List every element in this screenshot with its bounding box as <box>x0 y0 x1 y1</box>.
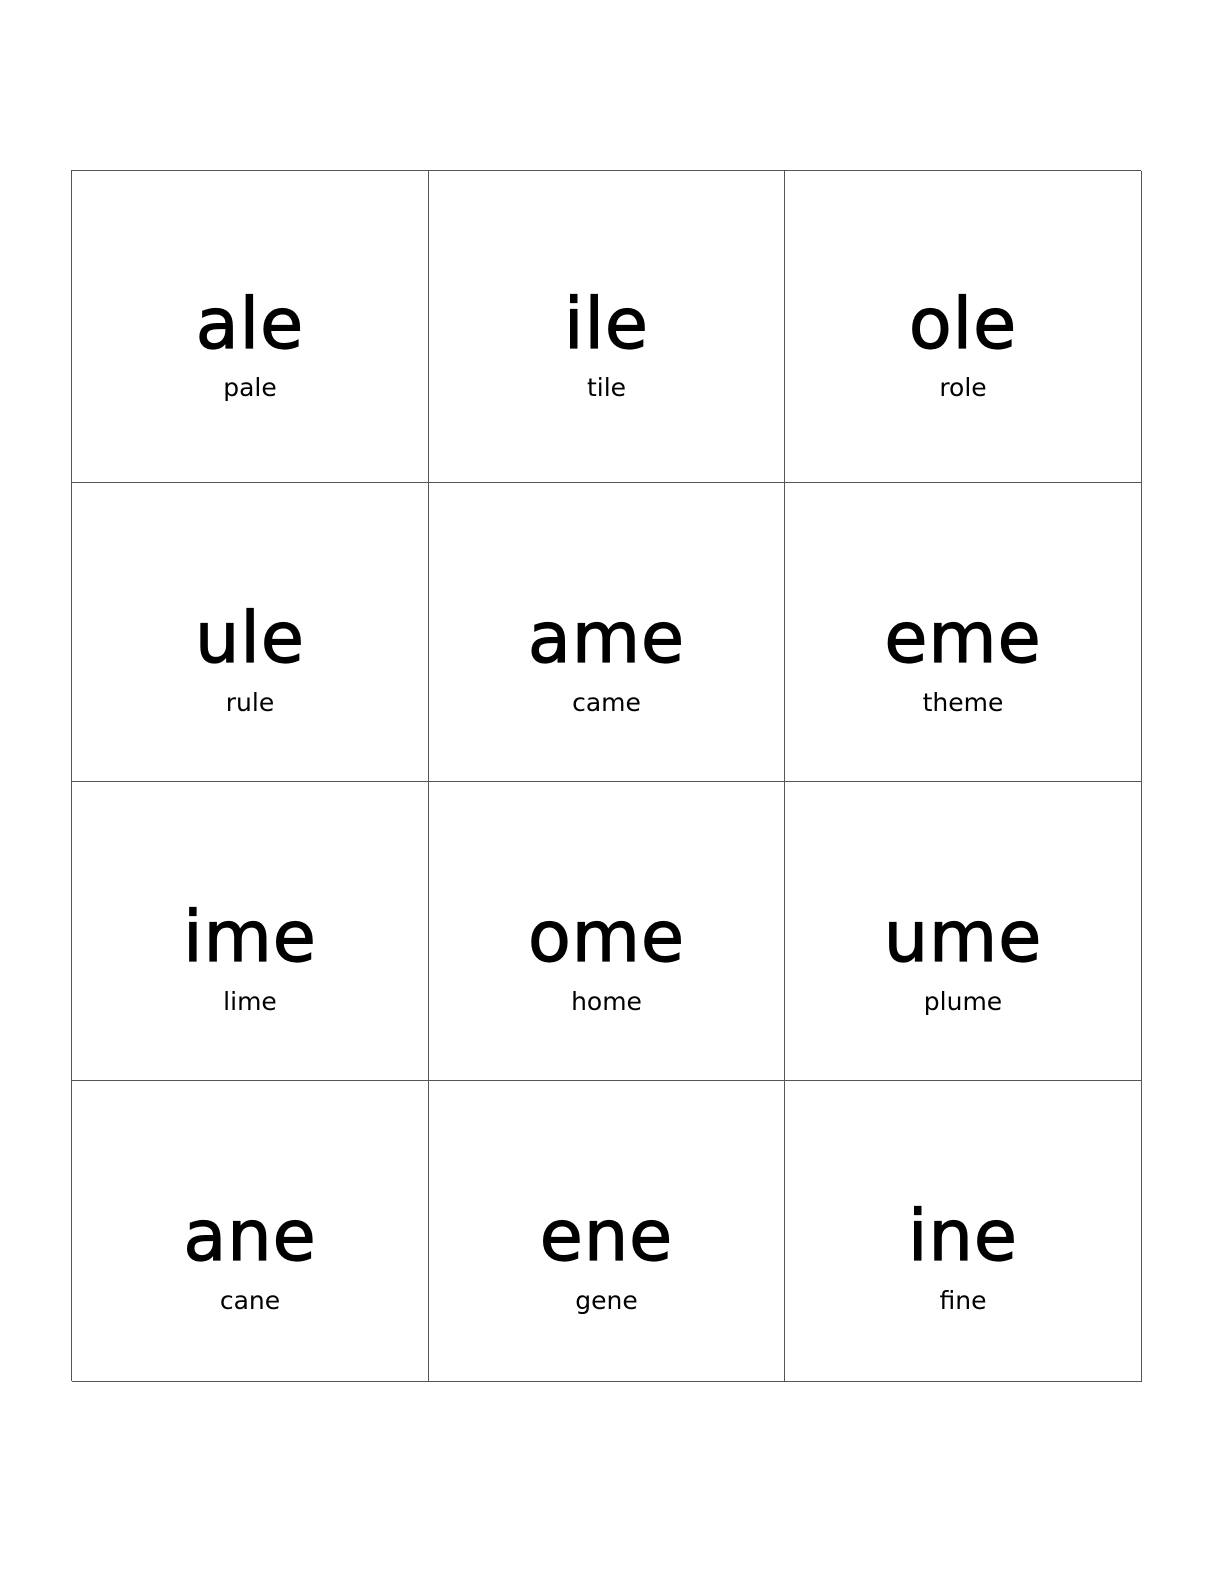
example-word: theme <box>922 688 1004 717</box>
example-word: rule <box>225 688 275 717</box>
example-word: plume <box>923 987 1003 1016</box>
flashcard <box>785 483 1142 782</box>
flashcard-grid <box>71 170 1141 1381</box>
example-word: came <box>572 688 641 717</box>
example-word: tile <box>586 373 627 402</box>
word-pattern: ene <box>539 1195 674 1277</box>
word-pattern: ome <box>527 896 686 978</box>
flashcard <box>429 1081 785 1382</box>
flashcard <box>429 483 785 782</box>
flashcard <box>72 483 429 782</box>
word-pattern: ime <box>183 896 317 978</box>
flashcard <box>72 782 429 1081</box>
example-word: pale <box>223 373 277 402</box>
flashcard <box>785 782 1142 1081</box>
flashcard <box>429 171 785 483</box>
word-pattern: ame <box>527 597 686 679</box>
flashcard <box>785 1081 1142 1382</box>
example-word: fine <box>939 1286 987 1315</box>
word-pattern: ale <box>195 283 305 365</box>
flashcard <box>72 171 429 483</box>
word-pattern: ile <box>564 283 649 365</box>
flashcard <box>785 171 1142 483</box>
example-word: gene <box>575 1286 638 1315</box>
word-pattern: ole <box>908 283 1018 365</box>
flashcard <box>72 1081 429 1382</box>
example-word: cane <box>219 1286 281 1315</box>
example-word: home <box>571 987 642 1016</box>
word-pattern: eme <box>884 597 1042 679</box>
word-pattern: ume <box>883 896 1043 978</box>
example-word: lime <box>223 987 277 1016</box>
word-pattern: ine <box>908 1195 1018 1277</box>
flashcard <box>429 782 785 1081</box>
example-word: role <box>939 373 987 402</box>
word-pattern: ane <box>183 1195 317 1277</box>
word-pattern: ule <box>195 597 305 679</box>
